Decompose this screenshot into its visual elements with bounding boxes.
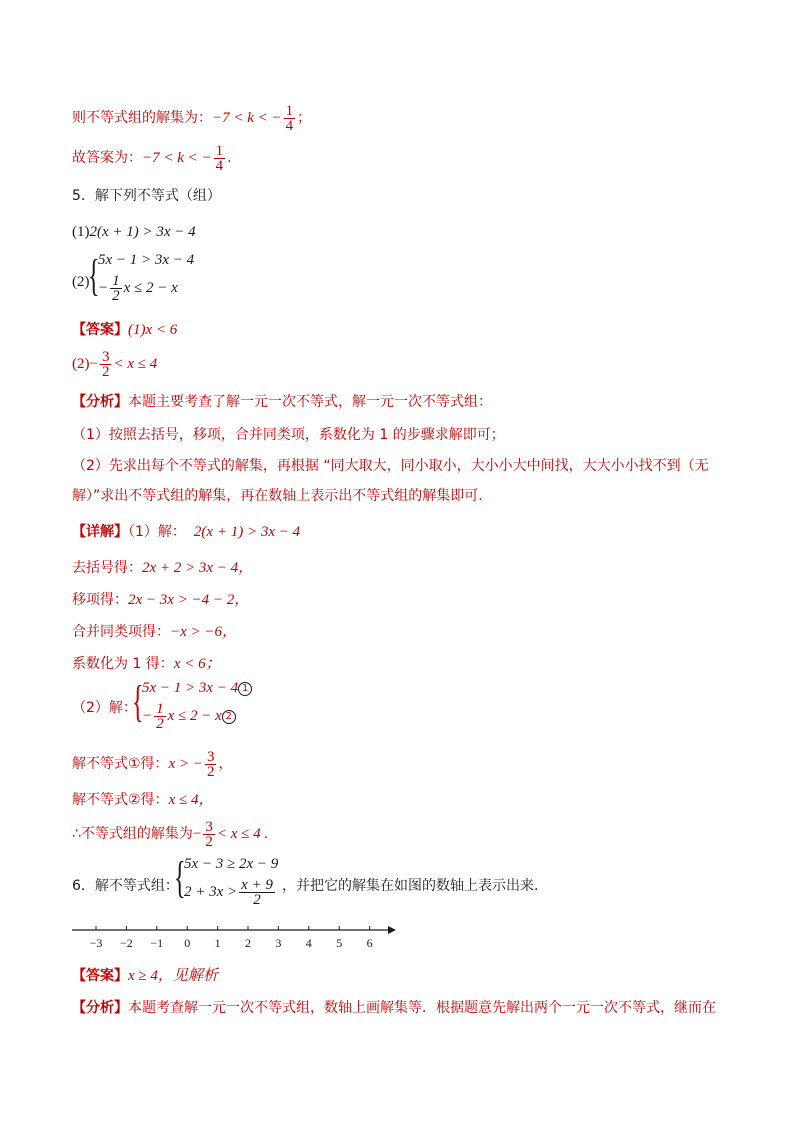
detail-step-6: 解不等式②得：x ≤ 4， (72, 792, 214, 808)
fraction: $\frac{1}{4}$ (285, 102, 294, 134)
answer-6: 【答案】x ≥ 4，见解析 (72, 968, 218, 984)
axis-tick-label: 1 (214, 936, 221, 950)
detail-conclusion: ∴不等式组的解集为− $\frac{3}{2}$ < x ≤ 4 . (72, 818, 269, 850)
detail-part-2-label: （2）解： (72, 700, 137, 716)
axis-tick-label: 6 (366, 936, 373, 950)
detail-step-4: 系数化为 1 得：x < 6； (72, 656, 221, 672)
analysis-6: 【分析】本题考查解一元一次不等式组，数轴上画解集等．根据题意先解出两个一元一次不等式，继而在 (72, 1000, 716, 1016)
detail-step-3: 合并同类项得：−x > −6， (72, 624, 238, 640)
question-6-title: 6．解不等式组： (72, 878, 179, 894)
axis-tick-label: 0 (184, 936, 191, 950)
question-5-system: 5x − 1 > 3x − 4 − $\frac{1}{2}$ x ≤ 2 − x (98, 252, 195, 304)
detail-step-5: 解不等式①得：x > − $\frac{3}{2}$ ， (72, 748, 233, 780)
analysis-5-line-1: 【分析】本题主要考查了解一元一次不等式，解一元一次不等式组： (72, 394, 492, 410)
answer-5-part-2: (2)− $\frac{3}{2}$ < x ≤ 4 (72, 349, 158, 381)
question-6-system: 5x − 3 ≥ 2x − 9 2 + 3x > $\frac{x + 9}{2}$ (184, 856, 279, 908)
analysis-5-line-3: （2）先求出每个不等式的解集，再根据 “同大取大，同小取小，大小小大中间找，大大小小找不到（无 (72, 458, 709, 474)
question-5-part-2-label: (2) (72, 274, 90, 290)
question-6-tail: ，并把它的解集在如图的数轴上表示出来. (282, 878, 539, 894)
fraction: $\frac{1}{4}$ (215, 142, 224, 174)
detail-system: 5x − 1 > 3x − 4 1 − $\frac{1}{2}$ x ≤ 2 − x 2 (142, 678, 342, 738)
answer-5: 【答案】(1)x < 6 (72, 322, 178, 338)
analysis-5-line-2: （1）按照去括号，移项，合并同类项，系数化为 1 的步骤求解即可； (72, 427, 505, 443)
system-brace: { (174, 853, 186, 902)
question-5-part-1: (1)2(x + 1) > 3x − 4 (72, 224, 196, 240)
axis-tick-label: −3 (89, 936, 103, 950)
analysis-5-line-4: 解）”求出不等式组的解集，再在数轴上表示出不等式组的解集即可. (72, 488, 483, 504)
detail-step-1: 去括号得：2x + 2 > 3x − 4， (72, 560, 254, 576)
axis-tick-label: 4 (305, 936, 312, 950)
question-5-title: 5．解下列不等式（组） (72, 188, 221, 204)
axis-tick-label: −2 (120, 936, 133, 950)
detail-5-line-1: 【详解】（1）解： 2(x + 1) > 3x − 4 (72, 524, 301, 540)
axis-tick-label: 5 (336, 936, 343, 950)
axis-tick-label: −1 (150, 936, 164, 950)
axis-tick-label: 3 (275, 936, 282, 950)
answer-line: 故答案为：−7 < k < − $\frac{1}{4}$ . (72, 142, 232, 174)
solution-set-line: 则不等式组的解集为：−7 < k < − $\frac{1}{4}$ ； (72, 102, 312, 134)
system-brace: { (132, 677, 144, 726)
axis-tick-label: 2 (245, 936, 251, 950)
number-line (68, 922, 408, 962)
system-brace: { (88, 251, 100, 300)
detail-step-2: 移项得：2x − 3x > −4 − 2， (72, 592, 250, 608)
